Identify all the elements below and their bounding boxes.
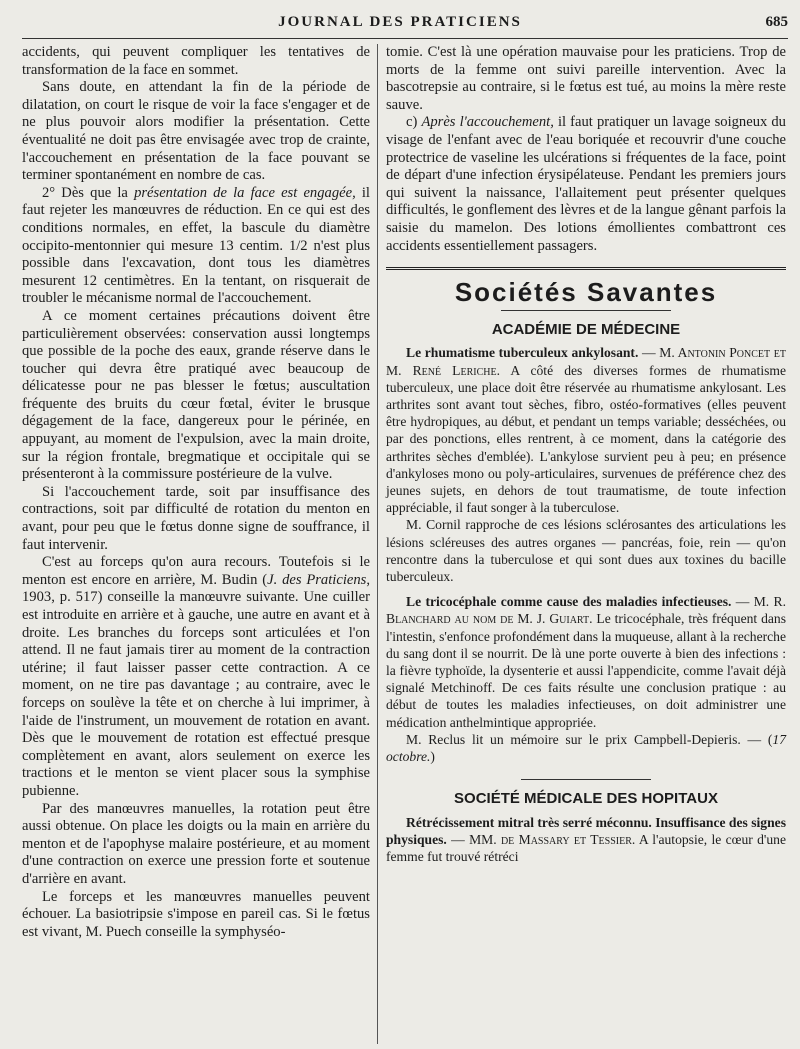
report-text: A l'autopsie, le cœur d'une femme fut trouvé rétréci — [386, 831, 786, 865]
text-run: C'est au forceps qu'on aura recours. Toutefois si le menton est encore en arrière, M. Budin ( — [22, 554, 370, 588]
report-authors: — M. R. Blanchard au nom de M. J. Guiart. — [386, 594, 786, 627]
left-column — [22, 44, 370, 941]
paragraph — [22, 185, 370, 308]
report-paragraph — [386, 593, 786, 731]
subsection-rule — [521, 779, 651, 780]
paragraph — [386, 114, 786, 255]
report-paragraph — [386, 731, 786, 765]
academie-heading: ACADÉMIE DE MÉDECINE — [491, 320, 681, 338]
report-text: A côté des diverses formes de rhumatisme tuberculeux, une place doit être réservée au rhumatisme ankylosant. Les arthrites sont avant tout sèches, fibro, ostéo-formatives (elles peuvent être hydropiques, au début, et pendant un temps variable; desséchées, ou par des ponctions, elles rentrent, à ce moment, dans la catégorie des arthrites sèches d'emblée). L'ankylose survient peu à peu; en présence d'ankyloses mono ou poly-articulaires, survenues de préférence chez des jeunes sujets, en dehors de tout traumatisme, de toute infection appréciable, il faut songer à la tuberculose. — [386, 362, 786, 516]
report-paragraph: M. Cornil rapproche de ces lésions sclérosantes des articulations les lésions scléreuses des autres organes — pancréas, foie, rein — qu'on rencontre dans la tuberculose et qui sont dues aux toxines du bacille tuberculeux. — [386, 517, 786, 584]
report-lead: Le rhumatisme tuberculeux ankylosant. — [406, 345, 639, 361]
paragraph: Le forceps et les manœuvres manuelles peuvent échouer. La basiotripsie s'impose en pareil cas. Si le fœtus est vivant, M. Puech conseille la symphyséo- — [22, 888, 370, 940]
paragraph — [22, 554, 370, 800]
paragraph: Sans doute, en attendant la fin de la période de dilatation, on court le risque de voir la face s'engager et de ne plus pouvoir alors modifier la présentation. Cette éventualité ne doit pas être envisagée avec trop de crainte, l'accouchement en présentation de la face pouvant se terminer spontanément en nombre de cas. — [22, 79, 370, 184]
paragraph: Si l'accouchement tarde, soit par insuffisance des contractions, soit par difficulté de rotation du menton en avant, pour peu que le fœtus donne signe de souffrance, il faut intervenir. — [22, 483, 370, 553]
running-header — [0, 8, 800, 38]
spacer — [386, 585, 786, 593]
report-lead: Rétrécissement mitral très serré méconnu. Insuffisance des signes physiques. — [386, 814, 786, 847]
right-column — [386, 44, 786, 865]
paragraph: A ce moment certaines précautions doivent être particulièrement observées: conservation aussi longtemps que possible de la poche des eaux, grande réserve dans le toucher qui devra être pratiqué avec beaucoup de délicatesse pour ne pas blesser le fœtus; auscultation fréquente des bruits du cœur fœtal, éviter le brusque dégagement de la face, dangereux pour le périnée, en appuyant, au moment de l'expulsion, avec la main droite, sur la région frontale, bregmatique et occipitale qui se présenteront à la commissure postérieure de la vulve. — [22, 307, 370, 483]
academie-reports — [386, 344, 786, 765]
report-paragraph — [386, 814, 786, 866]
text-run: il faut pratiquer un lavage soigneux du visage de l'enfant avec de l'eau boriquée et recouvrir d'une couche protectrice de vaseline les ulcérations si fréquentes de la face, point de départ d'une infection érysipélateuse. Pendant les premiers jours qui suivent la naissance, l'allaitement peut présenter quelques difficultés, le gonflement des lèvres et de la langue gênant parfois la saisie du mamelon. Des lotions émollientes combattront ces accidents essentiellement passagers. — [386, 114, 786, 254]
paragraph: Par des manœuvres manuelles, la rotation peut être aussi obtenue. On place les doigts ou la main en arrière du menton et de l'apophyse malaire postérieure, et au moment d'une contraction on exerce une pression forte et soutenue d'arrière en avant. — [22, 800, 370, 887]
report-text: Le tricocéphale, très fréquent dans l'intestin, s'enfonce profondément dans la muqueuse, allant à la recherche du sang dont il se nourrit. De là une porte ouverte à bien des infections : la fièvre typhoïde, la dysenterie et aussi l'appendicite, comme l'avait déjà signalé Metchinoff. De ces faits résulte une conclusion pratique : au début de toutes les maladies infectieuses, on doit administrer une médication anthelmintique appropriée. — [386, 611, 786, 730]
text-run: 2° Dès que la — [42, 184, 135, 201]
paragraph: accidents, qui peuvent compliquer les tentatives de transformation de la face en sommet. — [22, 44, 370, 78]
text-run: il faut rejeter les manœuvres de réduction. En ce qui est des conditions normales, en effet, la bascule du diamètre occipito-mentonnier qui mesure 13 centim. 1/2 n'est plus possible dans l'excavation, dont tous les diamètres mesurent 12 centimètres. En la tentant, on risquerait de troubler le mécanisme normal de l'accouchement. — [22, 184, 370, 307]
text-run: M. Reclus lit un mémoire sur le prix Campbell-Depieris. — ( — [406, 731, 773, 747]
italic-run: présentation de la face est engagée, — [134, 184, 356, 201]
report-paragraph — [386, 344, 786, 516]
hopitaux-reports — [386, 814, 786, 866]
report-authors: — M. Antonin Poncet et M. René Leriche. — [386, 345, 786, 378]
italic-run: J. des Praticiens — [267, 571, 367, 588]
text-run: ) — [430, 748, 435, 764]
italic-run: Après l'accouchement, — [421, 114, 554, 131]
hopitaux-heading: SOCIÉTÉ MÉDICALE DES HOPITAUX — [454, 790, 718, 808]
column-divider — [377, 44, 378, 1044]
text-run: c) — [406, 114, 422, 131]
section-underline — [501, 310, 671, 311]
italic-run: 17 octobre. — [386, 731, 786, 764]
report-lead: Le tricocéphale comme cause des maladies infectieuses. — [406, 594, 732, 610]
paragraph: tomie. C'est là une opération mauvaise pour les praticiens. Trop de morts de la femme ont suivi pareille intervention. Avec la bascotrepsie au contraire, si le fœtus est tué, au moins la mère reste sauve. — [386, 44, 786, 113]
section-rule — [386, 267, 786, 270]
journal-title: JOURNAL DES PRATICIENS — [278, 14, 522, 30]
report-authors: — MM. de Massary et Tessier. — [446, 831, 636, 847]
page-number: 685 — [765, 14, 788, 30]
section-title: Sociétés Savantes — [454, 277, 718, 308]
header-rule — [22, 38, 788, 39]
text-run: , 1903, p. 517) conseille la manœuvre suivante. Une cuiller est introduite en arrière et à gauche, une autre en avant et à droite. Les branches du forceps sont articulées et l'on attend. Il ne faut jamais tirer au moment de la contraction utérine; il faut laisser passer cette contraction. A ce moment, on ne tire pas davantage ; au contraire, avec le forceps on soulève la tête et on cherche à lui imprimer, à l'aide de l'instrument, un mouvement de rotation en avant. Dès que le mouvement de rotation est effectué presque complètement en avant, alors seulement on exerce les tractions et le menton se vient placer sous la symphise pubienne. — [22, 571, 370, 799]
